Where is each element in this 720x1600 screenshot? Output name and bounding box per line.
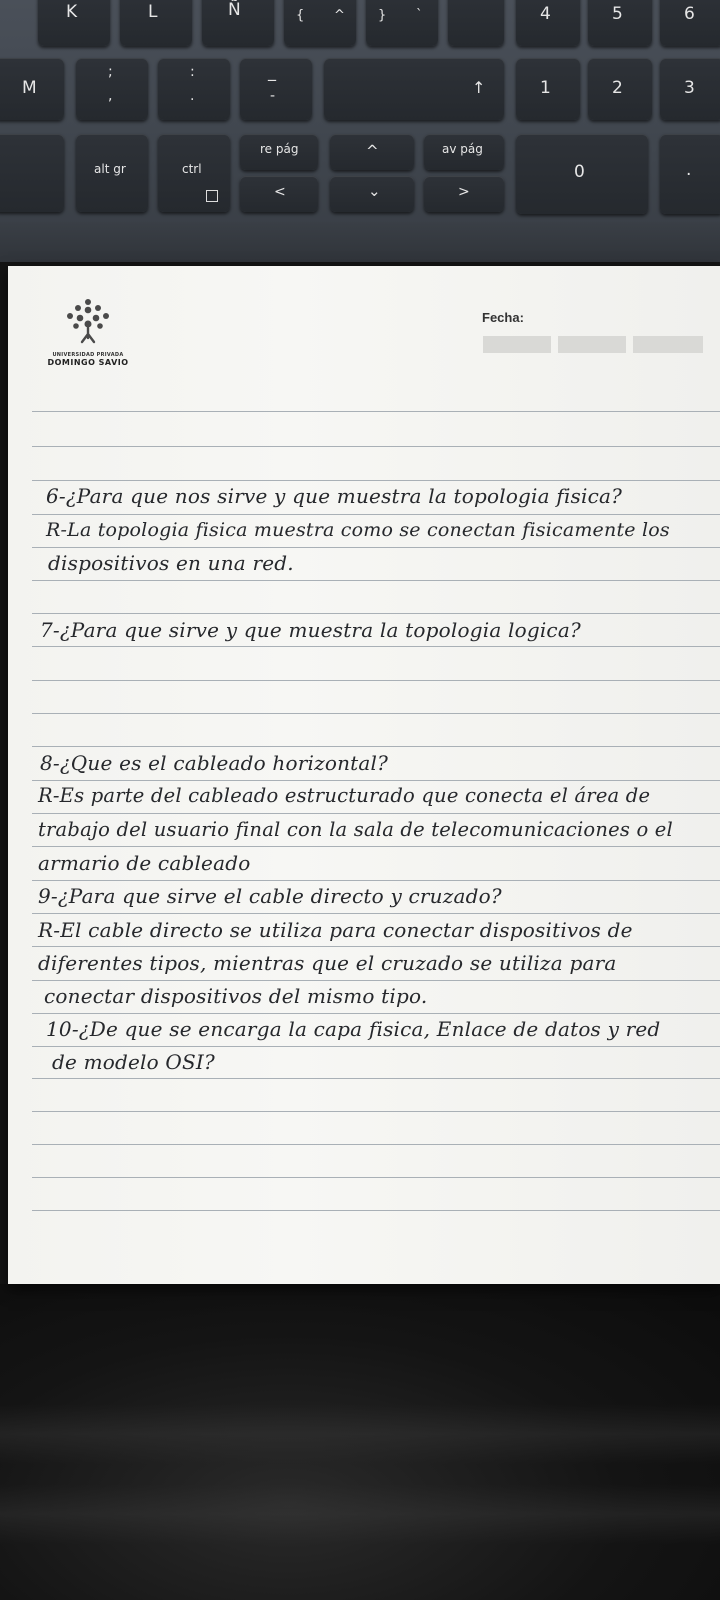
- key-colon[interactable]: [158, 58, 230, 120]
- ruled-line: [32, 980, 720, 981]
- table-surface: [0, 1284, 720, 1600]
- answer-6-line-1: R-La topologia fisica muestra como se conectan fisicamente los: [46, 519, 670, 541]
- ruled-line: [32, 547, 720, 548]
- ruled-line: [32, 1177, 720, 1178]
- answer-9-line-1: R-El cable directo se utiliza para conectar dispositivos de: [38, 918, 633, 942]
- key-numpad-4[interactable]: [516, 0, 580, 46]
- arrow-right-icon: >: [458, 184, 470, 200]
- menu-icon: [206, 190, 218, 202]
- ruled-line: [32, 646, 720, 647]
- key-alt-gr[interactable]: [76, 134, 148, 212]
- ruled-line: [32, 880, 720, 881]
- ruled-line: [32, 1144, 720, 1145]
- ruled-line: [32, 446, 720, 447]
- key-arrow-up[interactable]: [330, 134, 414, 170]
- university-logo: [38, 294, 138, 376]
- notebook-page: [8, 266, 720, 1284]
- key-page-up[interactable]: [240, 134, 318, 170]
- key-shift-right[interactable]: [324, 58, 504, 120]
- key-label: 6: [684, 4, 695, 24]
- key-label: 0: [574, 162, 585, 182]
- key-blank-left[interactable]: [0, 134, 64, 212]
- answer-9-line-3: conectar dispositivos del mismo tipo.: [44, 984, 428, 1008]
- arrow-down-icon: ⌄: [368, 182, 381, 200]
- key-label: ^: [334, 8, 345, 23]
- answer-8-line-3: armario de cableado: [38, 851, 251, 875]
- key-label: M: [22, 78, 37, 98]
- key-label: K: [66, 2, 78, 22]
- key-arrow-down[interactable]: [330, 176, 414, 212]
- key-arrow-left[interactable]: [240, 176, 318, 212]
- ruled-line: [32, 913, 720, 914]
- ruled-line: [32, 680, 720, 681]
- ruled-line: [32, 1111, 720, 1112]
- logo-text-top: UNIVERSIDAD PRIVADA: [52, 352, 124, 358]
- key-label: _: [268, 62, 276, 81]
- key-label: .: [190, 88, 195, 104]
- ruled-line: [32, 411, 720, 412]
- key-label: 4: [540, 4, 551, 24]
- ruled-line: [32, 713, 720, 714]
- key-blank-wide[interactable]: [448, 0, 504, 46]
- key-enye[interactable]: [202, 0, 274, 46]
- question-10-line-1: 10-¿De que se encarga la capa fisica, Enlace de datos y red: [46, 1017, 661, 1041]
- key-brace-open[interactable]: [284, 0, 356, 46]
- question-7: 7-¿Para que sirve y que muestra la topologia logica?: [40, 618, 581, 642]
- question-8: 8-¿Que es el cableado horizontal?: [40, 751, 389, 775]
- ruled-line: [32, 580, 720, 581]
- ruled-line: [32, 1210, 720, 1211]
- ruled-line: [32, 813, 720, 814]
- key-k[interactable]: [38, 0, 110, 46]
- key-dash[interactable]: [240, 58, 312, 120]
- answer-8-line-1: R-Es parte del cableado estructurado que conecta el área de: [38, 784, 651, 807]
- ruled-line: [32, 514, 720, 515]
- arrow-left-icon: <: [274, 184, 286, 200]
- ruled-line: [32, 846, 720, 847]
- date-box-year: [633, 336, 703, 353]
- key-label: `: [416, 8, 423, 23]
- key-numpad-2[interactable]: [588, 58, 652, 120]
- key-label: 2: [612, 78, 623, 98]
- key-label: re pág: [260, 142, 299, 156]
- key-label: ;: [108, 64, 113, 80]
- fabric-fold: [0, 1484, 720, 1544]
- key-label: 5: [612, 4, 623, 24]
- arrow-up-icon: ↑: [472, 78, 486, 97]
- key-brace-close[interactable]: [366, 0, 438, 46]
- key-numpad-dot[interactable]: [660, 134, 720, 214]
- key-label: -: [270, 88, 276, 104]
- key-label: ctrl: [182, 162, 202, 176]
- key-label: av pág: [442, 142, 483, 156]
- key-numpad-0[interactable]: [516, 134, 648, 214]
- key-semicolon[interactable]: [76, 58, 148, 120]
- question-10-line-2: de modelo OSI?: [52, 1050, 215, 1074]
- answer-9-line-2: diferentes tipos, mientras que el cruzado se utiliza para: [38, 951, 617, 975]
- laptop-keyboard: [0, 0, 720, 262]
- key-label: alt gr: [94, 162, 126, 176]
- keyboard-base: [0, 222, 720, 262]
- key-m[interactable]: [0, 58, 64, 120]
- fabric-fold: [0, 1404, 720, 1464]
- key-numpad-5[interactable]: [588, 0, 652, 46]
- key-numpad-1[interactable]: [516, 58, 580, 120]
- ruled-line: [32, 1013, 720, 1014]
- key-l[interactable]: [120, 0, 192, 46]
- question-9: 9-¿Para que sirve el cable directo y cruzado?: [38, 884, 502, 908]
- key-label: }: [378, 8, 387, 23]
- key-numpad-6[interactable]: [660, 0, 720, 46]
- ruled-line: [32, 1078, 720, 1079]
- key-label: ,: [108, 88, 113, 104]
- key-page-down[interactable]: [424, 134, 504, 170]
- tree-logo-icon: [38, 294, 138, 352]
- key-numpad-3[interactable]: [660, 58, 720, 120]
- ruled-line: [32, 780, 720, 781]
- key-arrow-right[interactable]: [424, 176, 504, 212]
- arrow-up-icon: ^: [366, 142, 379, 160]
- key-label: :: [190, 64, 195, 80]
- date-box-day: [483, 336, 551, 353]
- answer-8-line-2: trabajo del usuario final con la sala de telecomunicaciones o el: [38, 818, 673, 841]
- date-box-month: [558, 336, 626, 353]
- question-6: 6-¿Para que nos sirve y que muestra la topologia fisica?: [46, 484, 623, 508]
- key-label: 3: [684, 78, 695, 98]
- key-label: {: [296, 8, 305, 23]
- key-label: 1: [540, 78, 551, 98]
- date-label: Fecha:: [482, 310, 524, 325]
- key-label: L: [148, 2, 158, 22]
- ruled-line: [32, 613, 720, 614]
- answer-6-line-2: dispositivos en una red.: [48, 551, 294, 575]
- ruled-line: [32, 1046, 720, 1047]
- ruled-line: [32, 946, 720, 947]
- ruled-line: [32, 746, 720, 747]
- logo-text-main: DOMINGO SAVIO: [47, 358, 129, 367]
- key-ctrl[interactable]: [158, 134, 230, 212]
- key-label: Ñ: [228, 0, 241, 20]
- key-label: .: [686, 160, 692, 180]
- ruled-line: [32, 480, 720, 481]
